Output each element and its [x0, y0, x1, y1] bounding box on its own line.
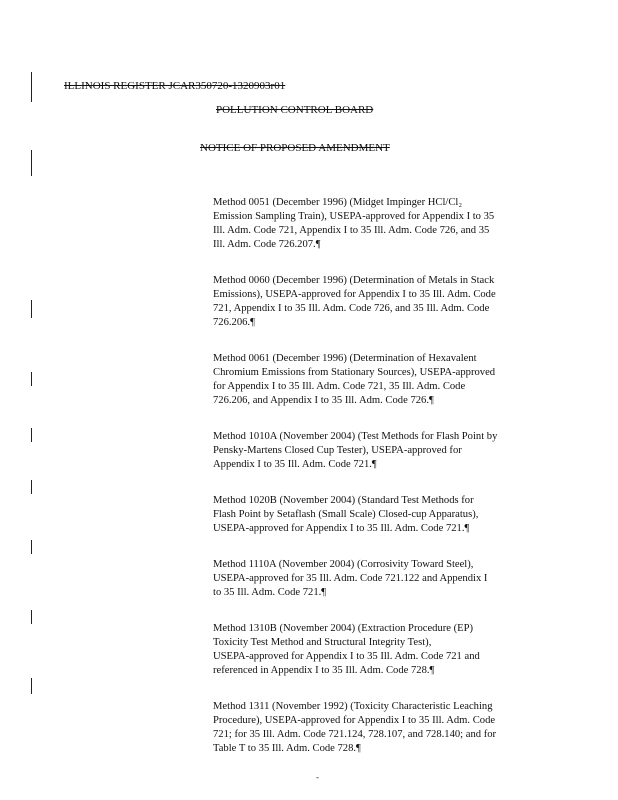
method-entry: Method 1110A (November 2004) (Corrosivity Toward Steel), USEPA-approved for 35 Ill. Adm. Code 721.122 and Appendix I to 35 Ill. Adm. Code 721.¶: [213, 559, 488, 598]
register-header: ILLINOIS REGISTER JCAR350720-1320903r01: [64, 80, 286, 92]
method-list: [213, 196, 543, 778]
change-bar: [31, 678, 32, 694]
notice-title: NOTICE OF PROPOSED AMENDMENT: [200, 142, 390, 154]
method-entry: Method 1010A (November 2004) (Test Methods for Flash Point by Pensky-Martens Closed Cup Tester), USEPA-approved for Appendix I to 35 Ill. Adm. Code 721.¶: [213, 431, 498, 470]
method-entry: Method 0051 (December 1996) (Midget Impinger HCl/Cl₂ Emission Sampling Train), USEPA-approved for Appendix I to 35 Ill. Adm. Code 721, Appendix I to 35 Ill. Adm. Code 726, and 35 Ill. Adm. Code 726.207.¶: [213, 197, 495, 250]
method-entry: Method 0061 (December 1996) (Determination of Hexavalent Chromium Emissions from Stationary Sources), USEPA-approved for Appendix I to 35 Ill. Adm. Code 721, 35 Ill. Adm. Code 726.206, and Appendix I to 35 Ill. Adm. Code 726.¶: [213, 353, 496, 406]
method-entry: Method 1311 (November 1992) (Toxicity Characteristic Leaching Procedure), USEPA-approved for Appendix I to 35 Ill. Adm. Code 721; for 35 Ill. Adm. Code 721.124, 728.107, and 728.140; and for Table T to 35 Ill. Adm. Code 728.¶: [213, 701, 497, 754]
page-footer-mark: -: [316, 772, 319, 782]
change-bar: [31, 150, 32, 176]
change-bar: [31, 480, 32, 494]
method-entry: Method 1020B (November 2004) (Standard Test Methods for Flash Point by Setaflash (Small Scale) Closed-cup Apparatus), USEPA-approved for Appendix I to 35 Ill. Adm. Code 721.¶: [213, 495, 479, 534]
change-bar: [31, 428, 32, 442]
board-name: POLLUTION CONTROL BOARD: [216, 104, 374, 116]
method-entry: Method 1310B (November 2004) (Extraction Procedure (EP) Toxicity Test Method and Structural Integrity Test), USEPA-approved for Appendix I to 35 Ill. Adm. Code 721 and referenced in Appendix I to 35 Ill. Adm. Code 728.¶: [213, 623, 480, 676]
change-bar: [31, 300, 32, 318]
change-bar: [31, 610, 32, 624]
method-entry: Method 0060 (December 1996) (Determination of Metals in Stack Emissions), USEPA-approved for Appendix I to 35 Ill. Adm. Code 721, Appendix I to 35 Ill. Adm. Code 726, and 35 Ill. Adm. Code 726.206.¶: [213, 275, 496, 328]
change-bar: [31, 372, 32, 386]
change-bar: [31, 540, 32, 554]
change-bar: [31, 72, 32, 102]
